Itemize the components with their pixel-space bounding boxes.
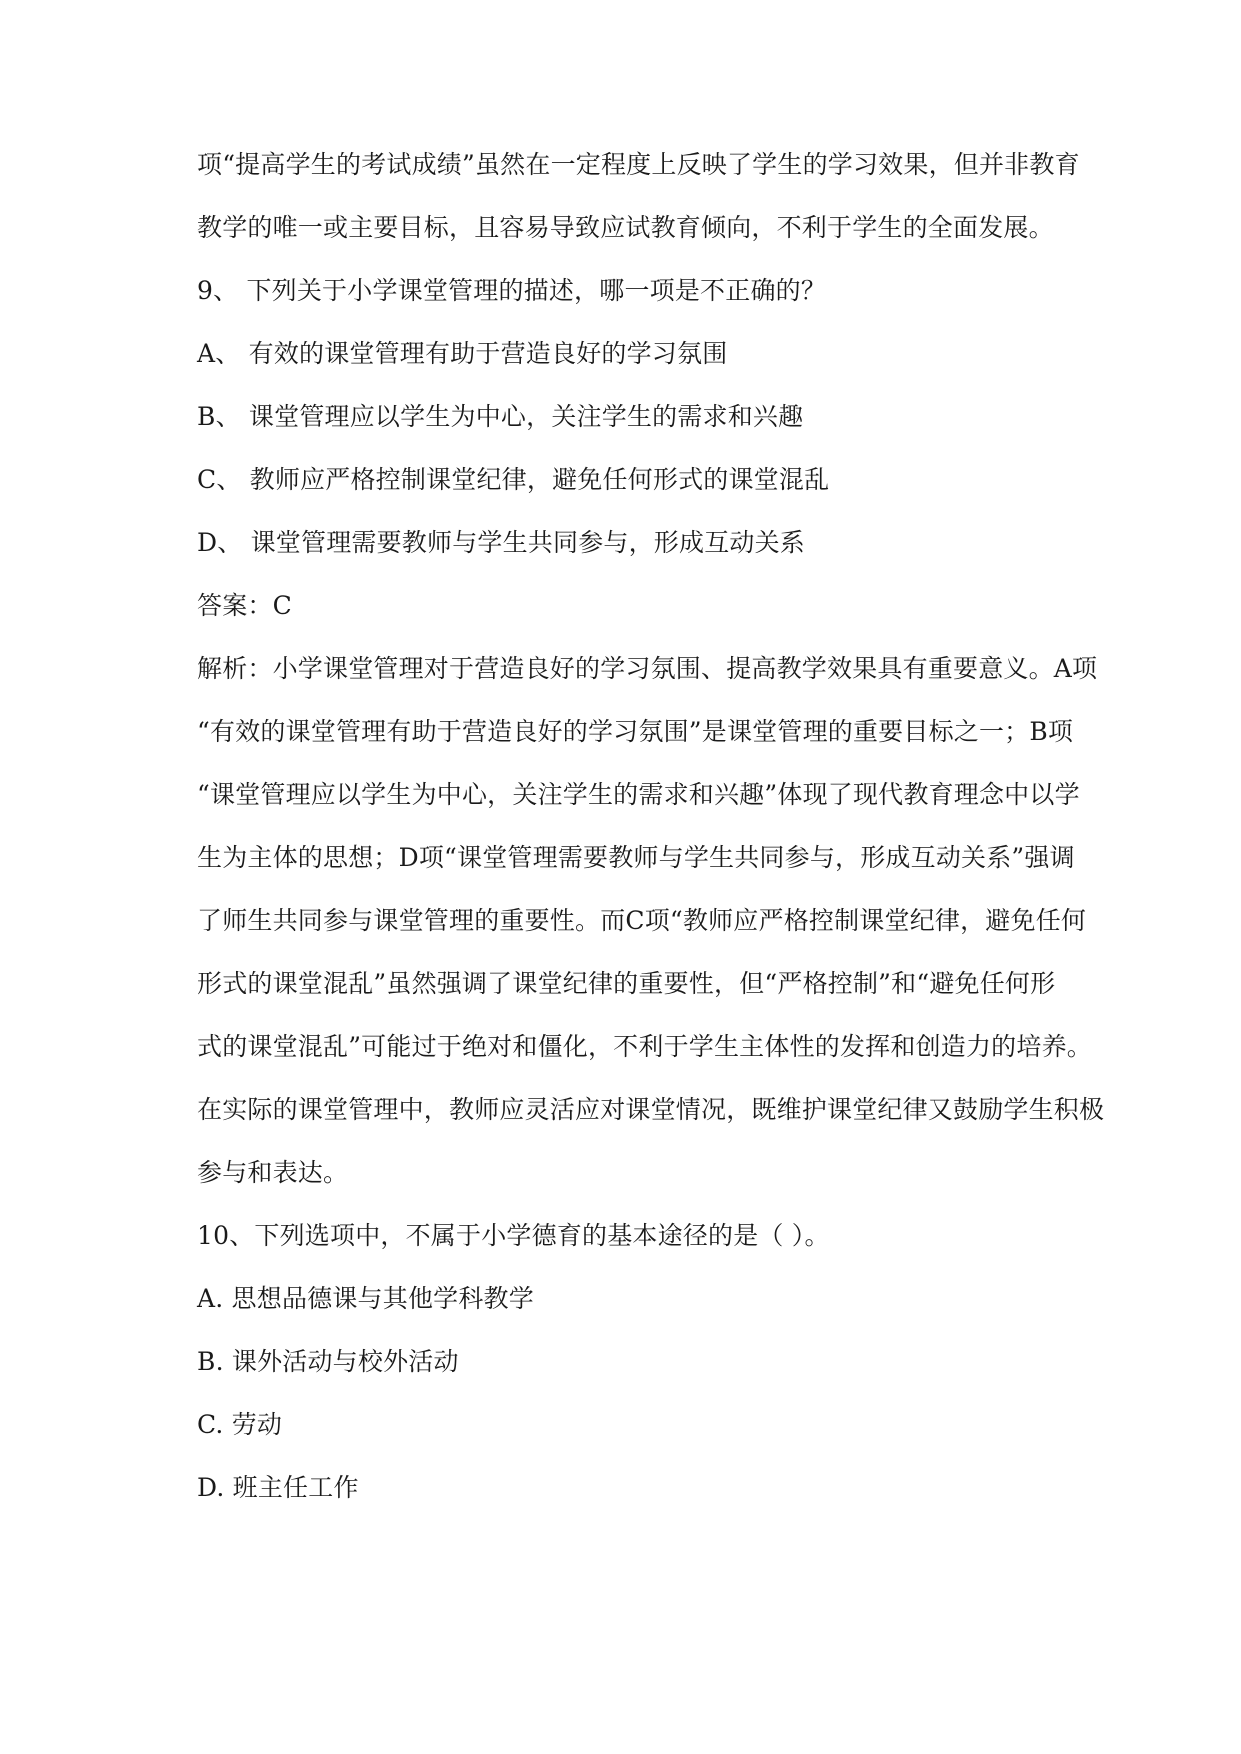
explanation-line: 生为主体的思想；D项“课堂管理需要教师与学生共同参与，形成互动关系”强调 xyxy=(197,843,1075,872)
option-c: C. 劳动 xyxy=(197,1410,283,1439)
question-9: 9、 下列关于小学课堂管理的描述，哪一项是不正确的？ xyxy=(197,276,827,305)
explanation-line: “有效的课堂管理有助于营造良好的学习氛围”是课堂管理的重要目标之一；B项 xyxy=(197,717,1074,746)
explanation-line: “课堂管理应以学生为中心，关注学生的需求和兴趣”体现了现代教育理念中以学 xyxy=(197,780,1080,809)
option-c: C、 教师应严格控制课堂纪律，避免任何形式的课堂混乱 xyxy=(197,465,830,494)
explanation-line: 形式的课堂混乱”虽然强调了课堂纪律的重要性，但“严格控制”和“避免任何形 xyxy=(197,969,1056,998)
text-line: 项“提高学生的考试成绩”虽然在一定程度上反映了学生的学习效果，但并非教育 xyxy=(197,150,1080,179)
option-b: B、 课堂管理应以学生为中心，关注学生的需求和兴趣 xyxy=(197,402,804,431)
explanation-line: 式的课堂混乱”可能过于绝对和僵化，不利于学生主体性的发挥和创造力的培养。 xyxy=(197,1032,1092,1061)
explanation-line: 解析：小学课堂管理对于营造良好的学习氛围、提高教学效果具有重要意义。A项 xyxy=(197,654,1098,683)
explanation-line: 了师生共同参与课堂管理的重要性。而C项“教师应严格控制课堂纪律，避免任何 xyxy=(197,906,1087,935)
option-b: B. 课外活动与校外活动 xyxy=(197,1347,459,1376)
option-d: D、 课堂管理需要教师与学生共同参与，形成互动关系 xyxy=(197,528,805,557)
question-10: 10、下列选项中，不属于小学德育的基本途径的是（ ）。 xyxy=(197,1221,830,1250)
answer-line: 答案：C xyxy=(197,591,292,620)
option-a: A. 思想品德课与其他学科教学 xyxy=(197,1284,534,1313)
text-line: 教学的唯一或主要目标，且容易导致应试教育倾向，不利于学生的全面发展。 xyxy=(197,213,1054,242)
option-a: A、 有效的课堂管理有助于营造良好的学习氛围 xyxy=(197,339,728,368)
option-d: D. 班主任工作 xyxy=(197,1473,359,1502)
explanation-line: 在实际的课堂管理中，教师应灵活应对课堂情况，既维护课堂纪律又鼓励学生积极 xyxy=(197,1095,1105,1124)
explanation-line: 参与和表达。 xyxy=(197,1158,349,1187)
